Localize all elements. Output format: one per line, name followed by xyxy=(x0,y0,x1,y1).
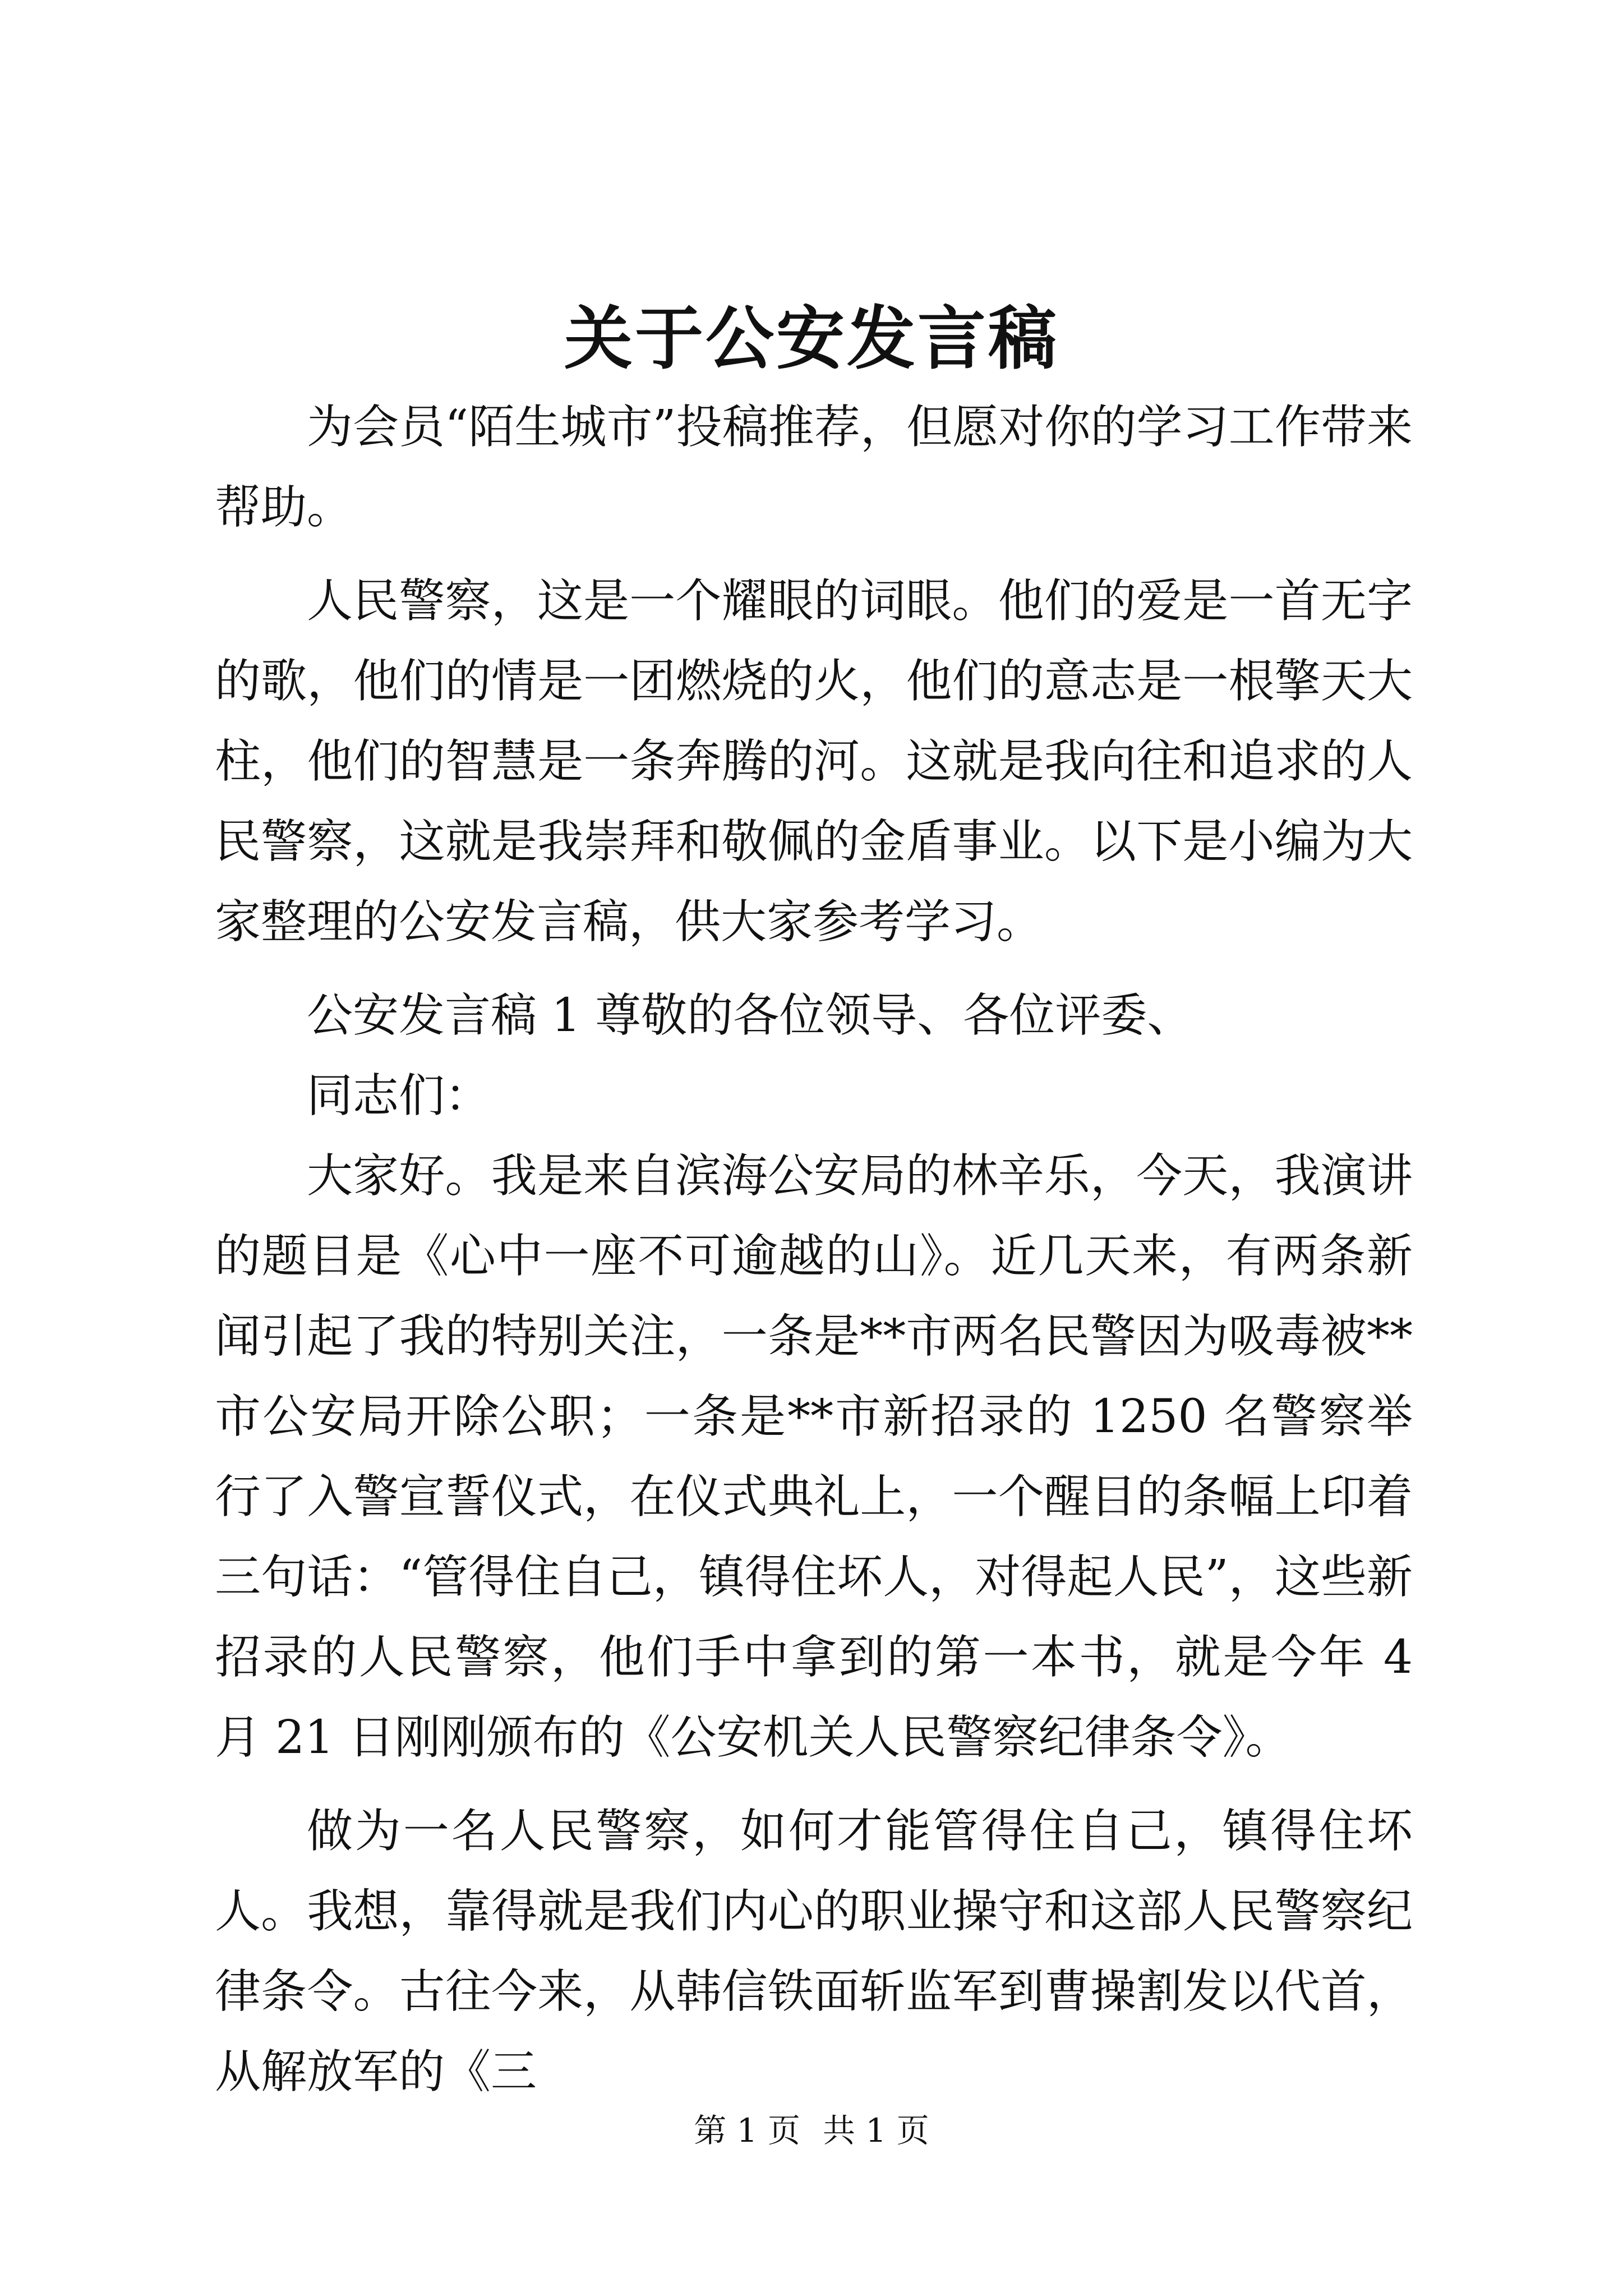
page-number-total: 共 1 页 xyxy=(823,2111,929,2150)
paragraph-self-introduction: 大家好。我是来自滨海公安局的林辛乐，今天，我演讲的题目是《心中一座不可逾越的山》。近几天来，有两条新闻引起了我的特别关注，一条是**市两名民警因为吸毒被**市公安局开除公职；一条是**市新招录的 1250 名警察举行了入警宣誓仪式，在仪式典礼上，一个醒目的条幅上印着三句话：“管得住自己，镇得住坏人，对得起人民”，这些新招录的人民警察，他们手中拿到的第一本书，就是今年 4 月 21 日刚刚颁布的《公安机关人民警察纪律条令》。 xyxy=(215,1149,1413,1764)
page-number-current: 第 1 页 xyxy=(694,2111,800,2150)
paragraph-speech-salutation: 公安发言稿 1 尊敬的各位领导、各位评委、 xyxy=(307,989,1193,1042)
paragraph-comrades: 同志们： xyxy=(307,1069,491,1122)
page-footer xyxy=(0,2108,1623,2153)
paragraph-intro: 为会员“陌生城市”投稿推荐，但愿对你的学习工作带来帮助。 xyxy=(215,401,1413,534)
document-title: 关于公安发言稿 xyxy=(564,298,1059,379)
document-body xyxy=(215,387,1413,2112)
paragraph-discipline: 做为一名人民警察，如何才能管得住自己，镇得住坏人。我想，靠得就是我们内心的职业操守和这部人民警察纪律条令。古往今来，从韩信铁面斩监军到曹操割发以代首，从解放军的《三 xyxy=(215,1805,1413,2099)
paragraph-police-praise: 人民警察，这是一个耀眼的词眼。他们的爱是一首无字的歌，他们的情是一团燃烧的火，他们的意志是一根擎天大柱，他们的智慧是一条奔腾的河。这就是我向往和追求的人民警察，这就是我崇拜和敬佩的金盾事业。以下是小编为大家整理的公安发言稿，供大家参考学习。 xyxy=(215,574,1413,949)
